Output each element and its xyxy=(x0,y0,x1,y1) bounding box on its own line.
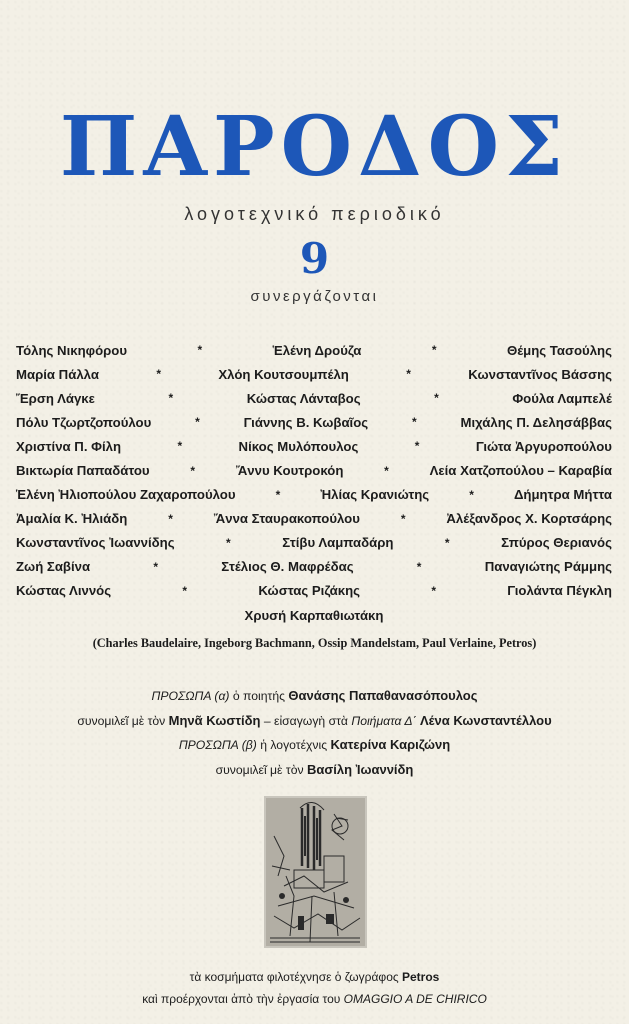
contributor-name: Ἑλένη Ἠλιοπούλου Ζαχαροπούλου xyxy=(16,487,236,503)
credits-line xyxy=(0,966,629,988)
separator-star: * xyxy=(195,415,200,430)
contributor-name: Ἄννα Σταυρακοπούλου xyxy=(213,511,360,527)
contributor-name: Γιάννης Β. Κωβαῖος xyxy=(243,414,369,430)
separator-star: * xyxy=(431,583,436,598)
artist-name: Petros xyxy=(402,970,440,984)
contributors-row xyxy=(16,362,612,386)
contributor-name: Ζωή Σαβίνα xyxy=(16,559,91,575)
credits-line xyxy=(0,988,629,1010)
contributor-name: Φούλα Λαμπελέ xyxy=(512,390,612,406)
prosopa-line xyxy=(0,709,629,734)
separator-star: * xyxy=(177,439,183,454)
prosopa-text: ὁ ποιητής xyxy=(232,689,286,703)
credits xyxy=(0,966,629,1010)
contributor-name: Τόλης Νικηφόρου xyxy=(16,342,128,358)
separator-star: * xyxy=(182,583,188,598)
separator-star: * xyxy=(414,439,420,454)
contributor-name: Μιχάλης Π. Δελησάββας xyxy=(460,414,612,430)
contributor-name: Χλόη Κουτσουμπέλη xyxy=(218,366,349,382)
issue-number: 9 xyxy=(299,234,330,283)
contributor-name: Ἠλίας Κρανιώτης xyxy=(320,487,430,503)
contributors-row xyxy=(16,458,612,482)
contributor-name: Δήμητρα Μήττα xyxy=(513,487,612,503)
contributor-name: Χριστίνα Π. Φίλη xyxy=(16,438,122,454)
contributors-heading: συνεργάζονται xyxy=(250,288,379,305)
contributor-name: Χρυσή Καρπαθιωτάκη xyxy=(244,607,384,623)
contributors-row xyxy=(16,434,612,458)
separator-star: * xyxy=(197,343,203,358)
magazine-title: ΠΑΡΟΔΟΣ xyxy=(59,99,570,195)
contributor-name: Πόλυ Τζωρτζοπούλου xyxy=(16,414,152,430)
work-title: OMAGGIO A DE CHIRICO xyxy=(343,992,487,1006)
contributors-row xyxy=(16,531,612,555)
separator-star: * xyxy=(434,391,439,406)
contributor-name: Γιολάντα Πέγκλη xyxy=(507,583,612,599)
contributors-row xyxy=(16,338,612,362)
prosopa-text: συνομιλεῖ μὲ τὸν xyxy=(215,762,304,777)
person-name: Βασίλη Ἰωαννίδη xyxy=(306,761,414,777)
prosopa-text: ἡ λογοτέχνις xyxy=(260,738,328,752)
contributors-row xyxy=(16,483,612,507)
contributors-row xyxy=(16,555,612,579)
prosopa-line xyxy=(0,733,629,758)
person-name: Λένα Κωνσταντέλλου xyxy=(419,712,552,728)
separator-star: * xyxy=(275,487,281,502)
prosopa-text: – εἰσαγωγὴ στὰ xyxy=(263,713,348,728)
separator-star: * xyxy=(384,463,389,478)
contributor-name: Κωνσταντῖνος Ἰωαννίδης xyxy=(16,535,175,551)
separator-star: * xyxy=(156,367,161,382)
prosopa-label: ΠΡΟΣΩΠΑ (α) xyxy=(151,689,230,703)
contributors-row xyxy=(16,507,612,531)
separator-star: * xyxy=(400,511,406,526)
contributors-row xyxy=(16,410,612,434)
separator-star: * xyxy=(168,511,173,526)
contributors-row-last xyxy=(16,603,612,627)
contributors-row xyxy=(16,579,612,603)
credits-text: τὰ κοσμήματα φιλοτέχνησε ὁ ζωγράφος xyxy=(189,970,399,984)
contributor-name: Ἔρση Λάγκε xyxy=(16,390,95,406)
prosopa-text: συνομιλεῖ μὲ τὸν xyxy=(77,713,166,728)
credits-text: καὶ προέρχονται ἀπὸ τὴν ἐργασία του xyxy=(142,992,341,1006)
contributor-name: Ἑλένη Δρούζα xyxy=(272,342,362,358)
separator-star: * xyxy=(444,535,450,550)
contributor-name: Θέμης Τασούλης xyxy=(506,342,612,358)
separator-star: * xyxy=(431,343,437,358)
separator-star: * xyxy=(406,367,411,382)
prosopa-label: ΠΡΟΣΩΠΑ (β) xyxy=(178,738,257,752)
contributor-name: Ἀμαλία Κ. Ἠλιάδη xyxy=(16,511,128,527)
work-title: Ποιήματα Δ΄ xyxy=(351,713,417,728)
contributor-name: Στίβυ Λαμπαδάρη xyxy=(282,535,394,551)
person-name: Κατερίνα Καριζώνη xyxy=(330,737,451,752)
contributor-name: Κώστας Λάνταβος xyxy=(246,390,361,406)
contributor-name: Ἀλέξανδρος Χ. Κορτσάρης xyxy=(446,511,612,527)
contributor-name: Στέλιος Θ. Μαφρέδας xyxy=(221,559,354,575)
person-name: Μηνᾶ Κωστίδη xyxy=(168,712,261,728)
translated-poets: (Charles Baudelaire, Ingeborg Bachmann, Ossip Mandelstam, Paul Verlaine, Petros) xyxy=(92,636,537,650)
magazine-subtitle: λογοτεχνικό περιοδικό xyxy=(184,204,445,224)
separator-star: * xyxy=(190,463,196,478)
contributor-name: Λεία Χατζοπούλου – Καραβία xyxy=(429,463,612,479)
person-name: Θανάσης Παπαθανασόπουλος xyxy=(288,688,478,703)
contributor-name: Κώστας Λιννός xyxy=(16,583,112,599)
contributors-row xyxy=(16,386,612,410)
contributor-name: Σπύρος Θεριανός xyxy=(501,535,612,551)
contributor-name: Γιώτα Ἀργυροπούλου xyxy=(475,438,612,454)
contributor-name: Μαρία Πάλλα xyxy=(16,366,99,382)
contributor-name: Κώστας Ριζάκης xyxy=(258,583,361,599)
contributor-name: Παναγιώτης Ράμμης xyxy=(484,559,612,575)
separator-star: * xyxy=(226,535,231,550)
separator-star: * xyxy=(168,391,174,406)
prosopa-line xyxy=(0,684,629,709)
contributor-name: Βικτωρία Παπαδάτου xyxy=(16,463,150,479)
separator-star: * xyxy=(469,487,474,502)
separator-star: * xyxy=(412,415,417,430)
prosopa-section xyxy=(0,684,629,782)
prosopa-line xyxy=(0,758,629,783)
separator-star: * xyxy=(153,559,159,574)
engraving-artwork xyxy=(264,796,367,948)
contributor-name: Κωνσταντῖνος Βάσσης xyxy=(468,366,612,382)
separator-star: * xyxy=(416,559,422,574)
contributors-list xyxy=(16,338,612,627)
contributor-name: Ἄννυ Κουτροκόη xyxy=(235,463,344,479)
contributor-name: Νίκος Μυλόπουλος xyxy=(238,438,359,454)
